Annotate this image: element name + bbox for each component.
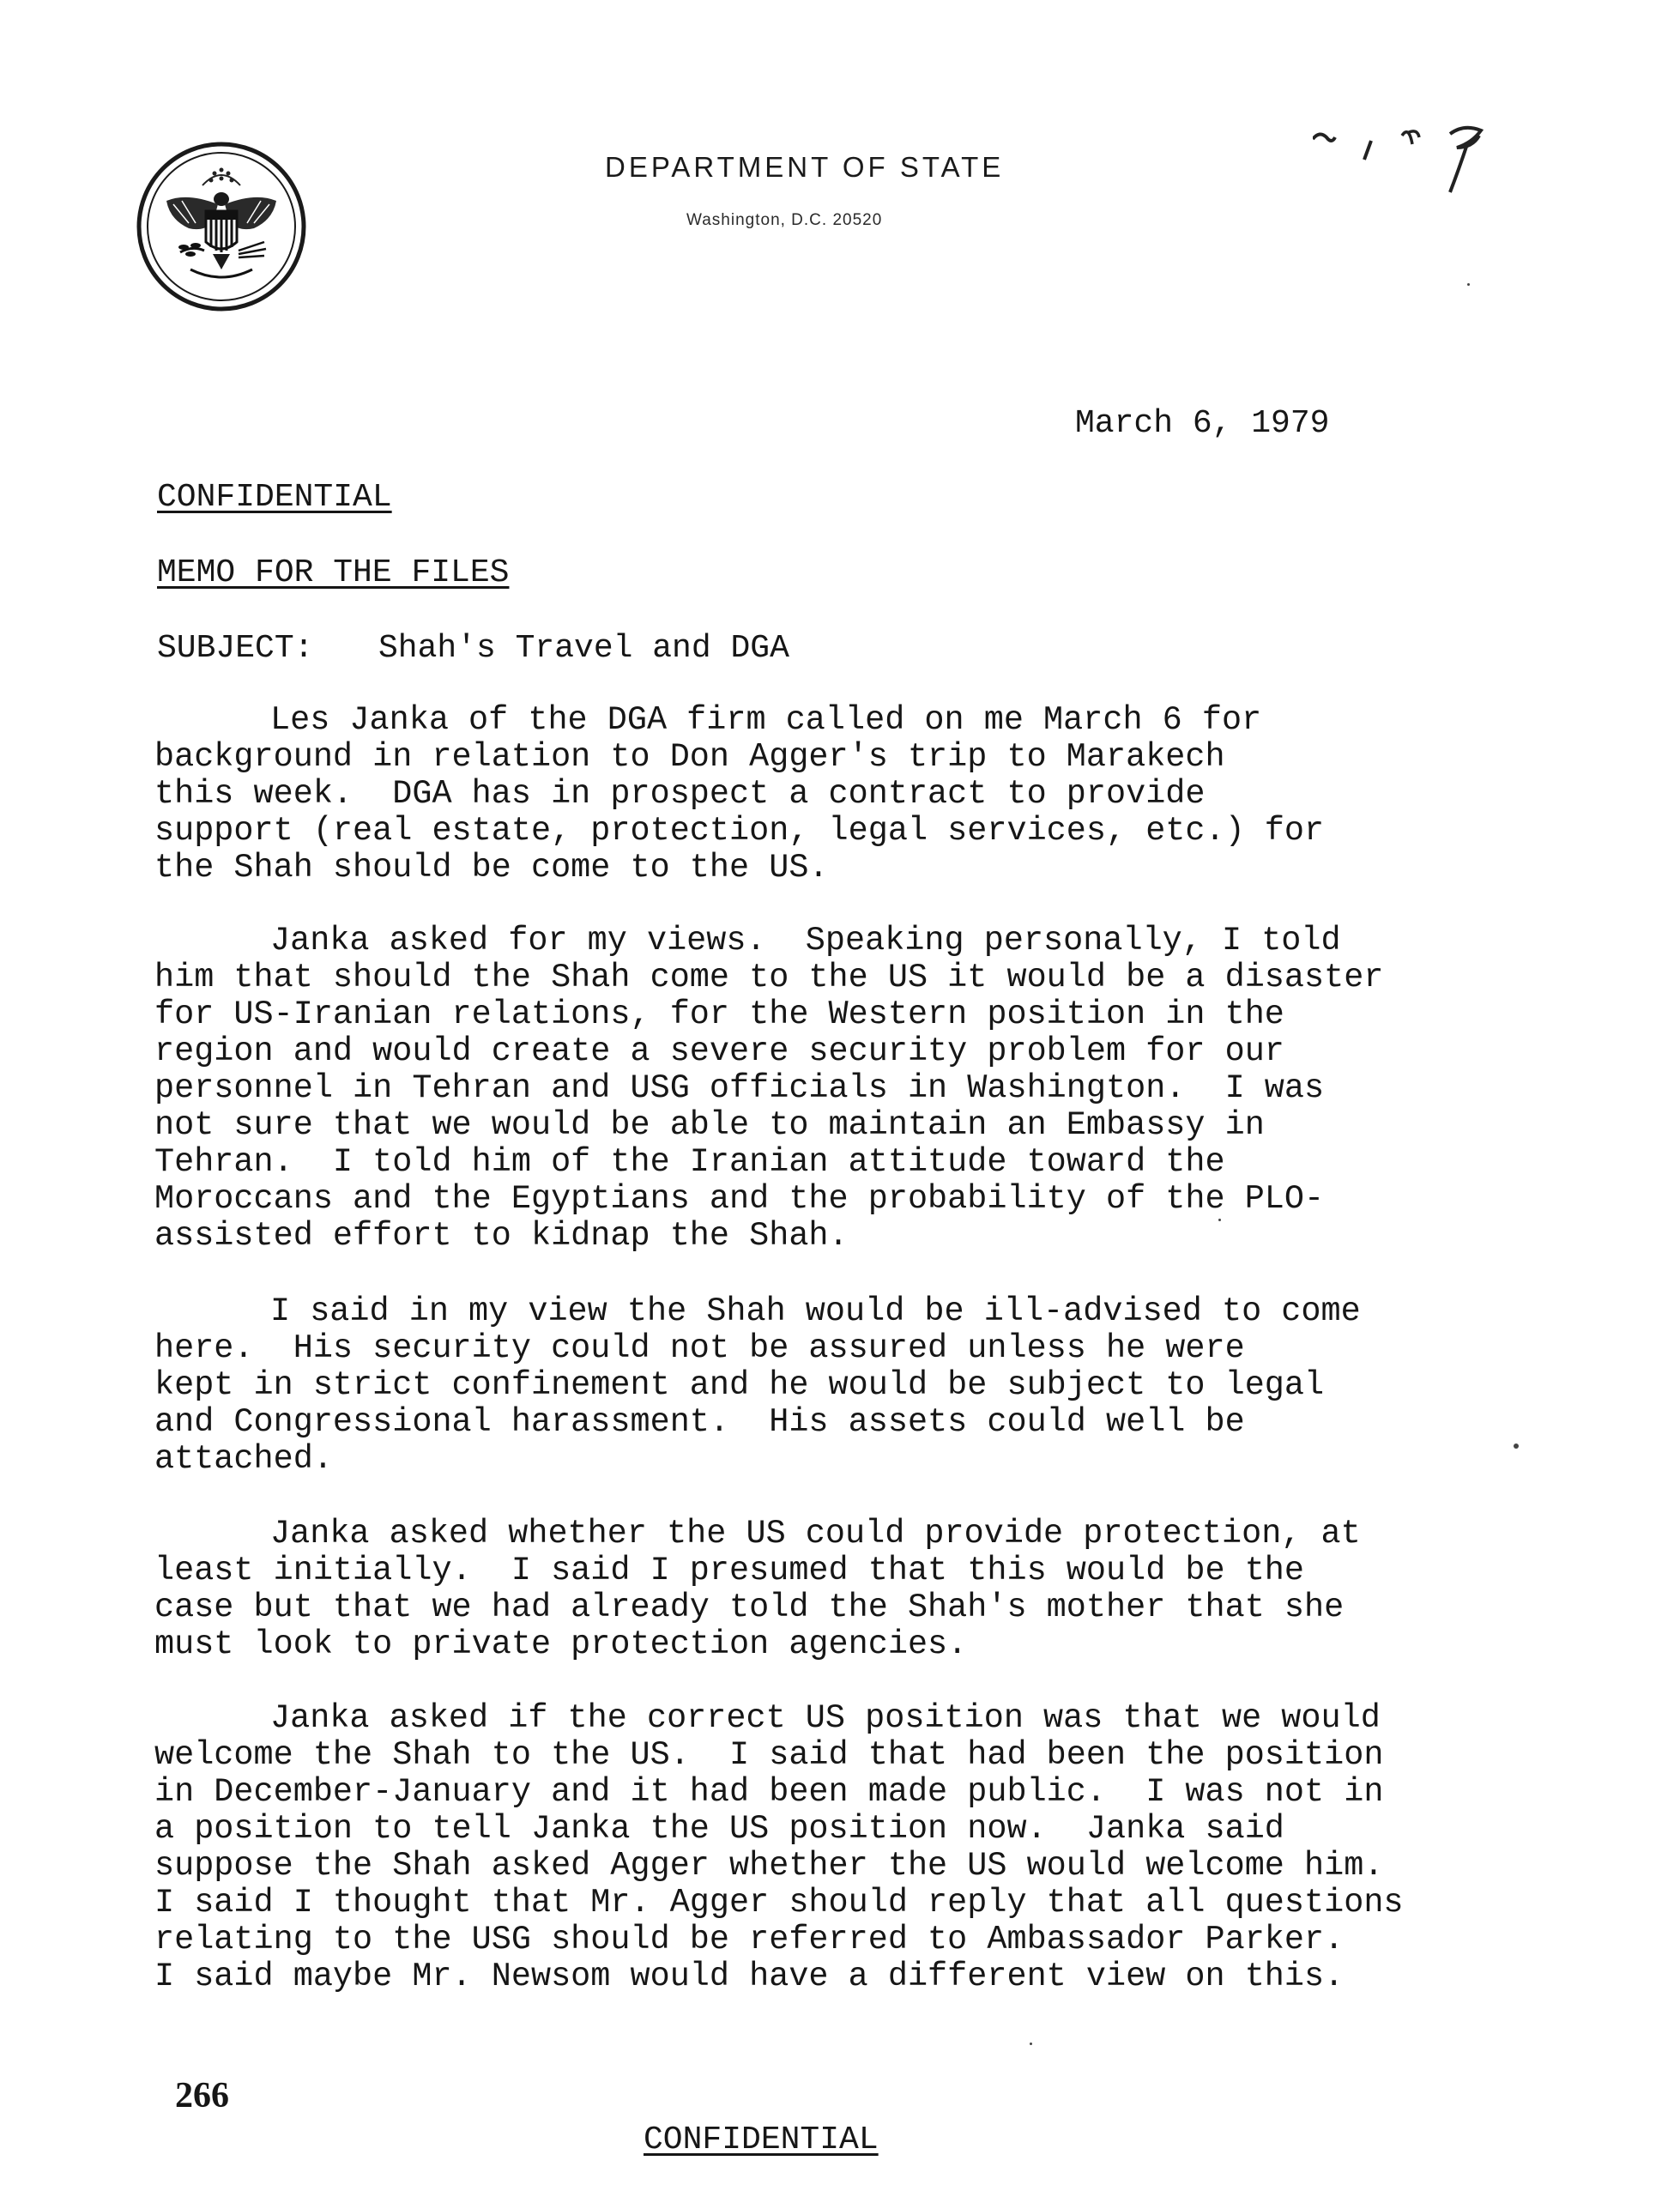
paragraph-line: in December-January and it had been made public. I was not in xyxy=(154,1773,1384,1811)
paragraph-line: and Congressional harassment. His assets could well be xyxy=(154,1403,1245,1441)
subject-label: SUBJECT: xyxy=(157,630,314,667)
paragraph-line: case but that we had already told the Shah's mother that she xyxy=(154,1589,1345,1626)
paragraph-line: a position to tell Janka the US position now. Janka said xyxy=(154,1810,1284,1848)
paragraph-line: assisted effort to kidnap the Shah. xyxy=(154,1217,849,1255)
paragraph-line: this week. DGA has in prospect a contract to provide xyxy=(154,775,1206,813)
paragraph-line: here. His security could not be assured unless he were xyxy=(154,1329,1245,1367)
department-address: Washington, D.C. 20520 xyxy=(686,211,883,229)
memo-date: March 6, 1979 xyxy=(1075,405,1330,442)
paragraph-line: Les Janka of the DGA firm called on me March 6 for xyxy=(270,701,1262,739)
paragraph-1 xyxy=(154,702,1562,887)
paragraph-line: him that should the Shah come to the US it would be a disaster xyxy=(154,959,1384,996)
paragraph-line: I said I thought that Mr. Agger should reply that all questions xyxy=(154,1884,1404,1922)
paragraph-line: Janka asked whether the US could provide protection, at xyxy=(270,1515,1361,1552)
paragraph-line: background in relation to Don Agger's trip to Marakech xyxy=(154,738,1225,776)
paragraph-line: relating to the USG should be referred to Ambassador Parker. xyxy=(154,1921,1345,1958)
scan-speck xyxy=(1218,1219,1221,1221)
paragraph-4 xyxy=(154,1516,1562,1663)
paragraph-line: for US-Iranian relations, for the Western position in the xyxy=(154,996,1284,1033)
paragraph-line: Tehran. I told him of the Iranian attitude toward the xyxy=(154,1143,1225,1181)
scan-speck xyxy=(1467,283,1470,286)
memo-title: MEMO FOR THE FILES xyxy=(157,554,510,591)
paragraph-2 xyxy=(154,923,1562,1255)
paragraph-line: kept in strict confinement and he would be subject to legal xyxy=(154,1366,1325,1404)
paragraph-line: personnel in Tehran and USG officials in Washington. I was xyxy=(154,1069,1325,1107)
paragraph-line: must look to private protection agencies. xyxy=(154,1625,968,1663)
great-seal-icon xyxy=(136,141,307,312)
scan-speck xyxy=(1514,1443,1519,1449)
paragraph-line: least initially. I said I presumed that this would be the xyxy=(154,1552,1305,1589)
page-number: 266 xyxy=(175,2076,229,2115)
department-name: DEPARTMENT OF STATE xyxy=(605,151,1005,183)
paragraph-line: the Shah should be come to the US. xyxy=(154,849,829,887)
subject-text: Shah's Travel and DGA xyxy=(378,630,789,667)
paragraph-line: support (real estate, protection, legal services, etc.) for xyxy=(154,812,1325,850)
paragraph-line: Janka asked for my views. Speaking personally, I told xyxy=(270,922,1341,959)
paragraph-line: region and would create a severe security problem for our xyxy=(154,1032,1284,1070)
paragraph-line: Janka asked if the correct US position was that we would xyxy=(270,1699,1381,1737)
footer-classification: CONFIDENTIAL xyxy=(644,2121,879,2158)
scan-speck xyxy=(1030,2043,1032,2045)
paragraph-line: welcome the Shah to the US. I said that had been the position xyxy=(154,1736,1384,1774)
classification-heading: CONFIDENTIAL xyxy=(157,479,392,516)
paragraph-3 xyxy=(154,1293,1562,1478)
paragraph-line: Moroccans and the Egyptians and the probability of the PLO- xyxy=(154,1180,1325,1218)
paragraph-line: suppose the Shah asked Agger whether the US would welcome him. xyxy=(154,1847,1384,1885)
paragraph-line: not sure that we would be able to maintain an Embassy in xyxy=(154,1106,1265,1144)
subject-line xyxy=(157,630,789,667)
paragraph-line: I said in my view the Shah would be ill-advised to come xyxy=(270,1292,1361,1330)
paragraph-5 xyxy=(154,1700,1562,1995)
handwritten-initials-mark xyxy=(1313,118,1510,197)
paragraph-line: attached. xyxy=(154,1440,333,1478)
paragraph-line: I said maybe Mr. Newsom would have a different view on this. xyxy=(154,1958,1345,1995)
